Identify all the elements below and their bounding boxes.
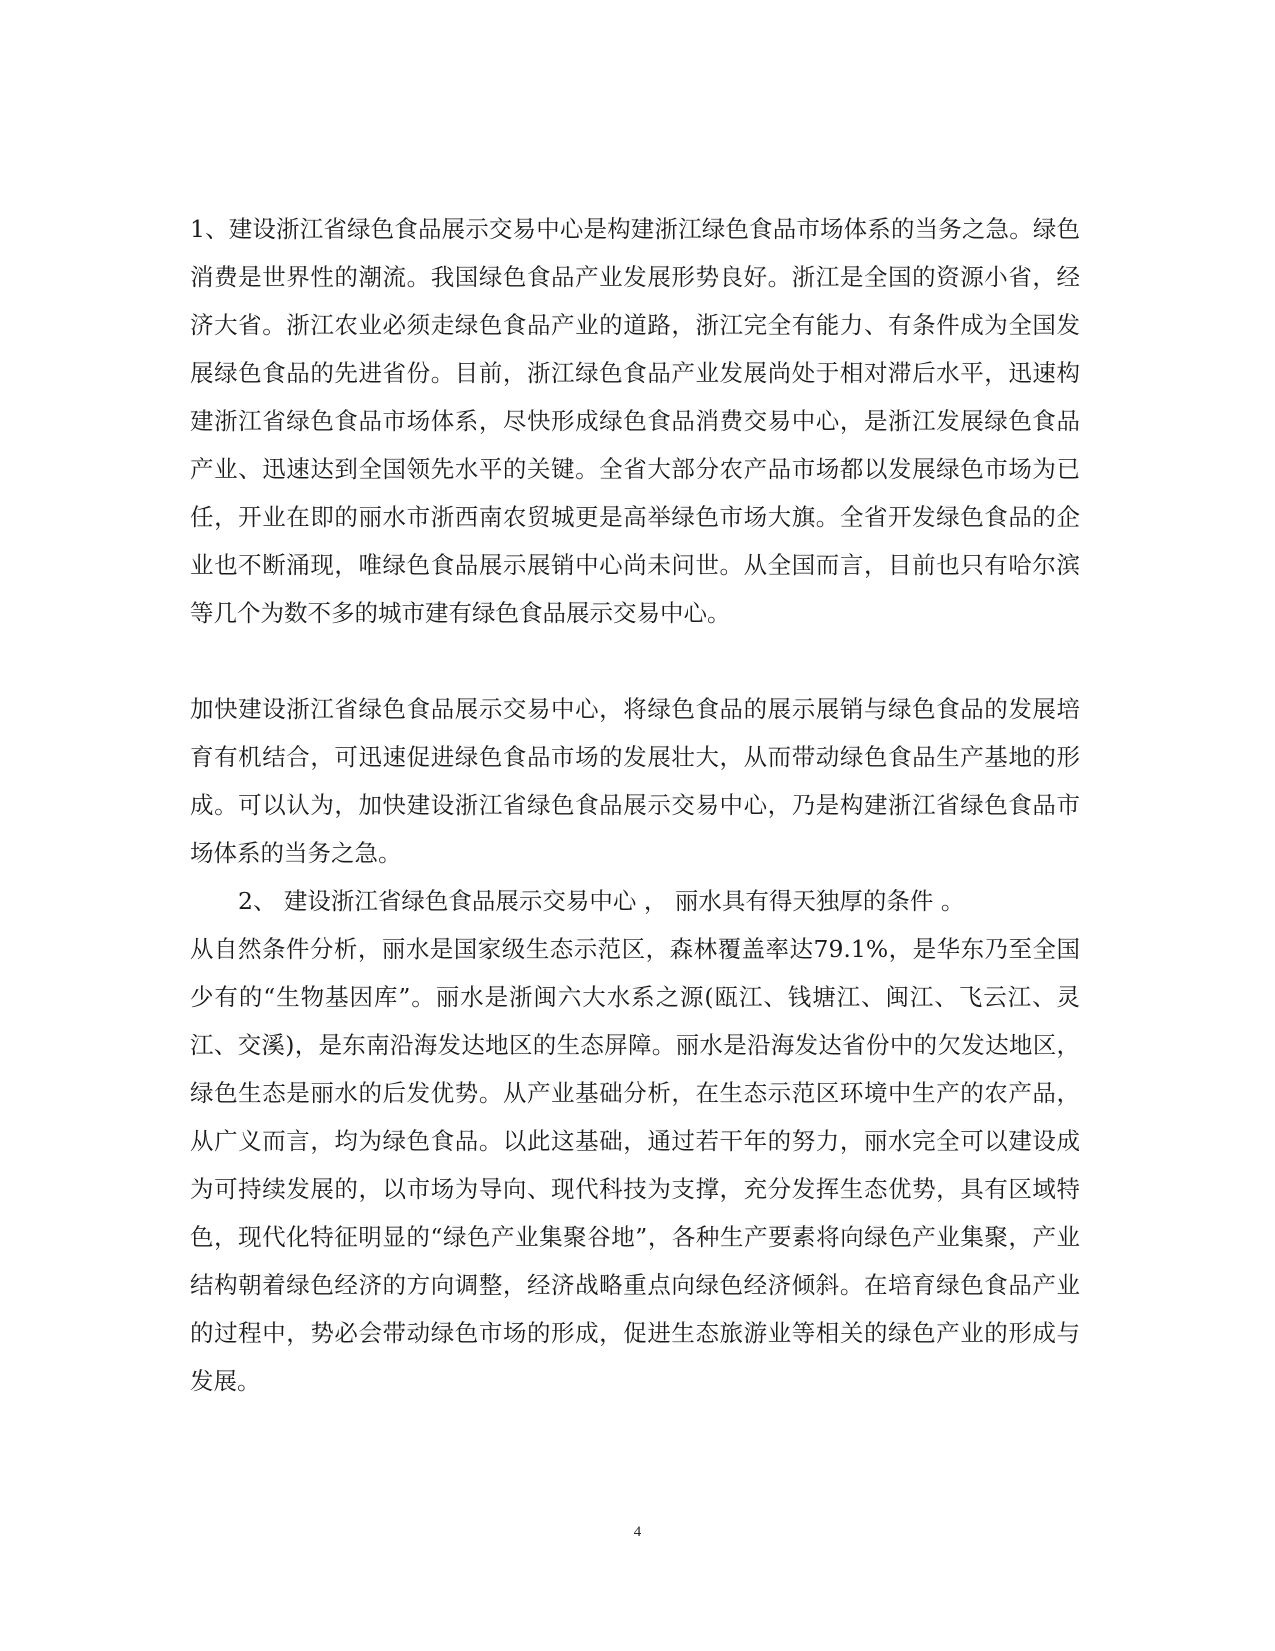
section-2-heading: 2、 建设浙江省绿色食品展示交易中心 ， 丽水具有得天独厚的条件 。 bbox=[238, 887, 965, 915]
document-body bbox=[190, 205, 1080, 1405]
paragraph-spacer bbox=[190, 637, 1080, 685]
page-number: 4 bbox=[633, 1524, 642, 1540]
paragraph-section-1-conclusion: 加快建设浙江省绿色食品展示交易中心，将绿色食品的展示展销与绿色食品的发展培育有机结合，可迅速促进绿色食品市场的发展壮大，从而带动绿色食品生产基地的形成。可以认为，加快建设浙江省绿色食品展示交易中心，乃是构建浙江省绿色食品市场体系的当务之急。 bbox=[190, 695, 1080, 867]
paragraph-section-2: 从自然条件分析，丽水是国家级生态示范区，森林覆盖率达79.1%，是华东乃至全国少有的“生物基因库”。丽水是浙闽六大水系之源(瓯江、钱塘江、闽江、飞云江、灵江、交溪)，是东南沿海发达地区的生态屏障。丽水是沿海发达省份中的欠发达地区，绿色生态是丽水的后发优势。从产业基础分析，在生态示范区环境中生产的农产品，从广义而言，均为绿色食品。以此这基础，通过若干年的努力，丽水完全可以建设成为可持续发展的，以市场为导向、现代科技为支撑，充分发挥生态优势，具有区域特色，现代化特征明显的“绿色产业集聚谷地”，各种生产要素将向绿色产业集聚，产业结构朝着绿色经济的方向调整，经济战略重点向绿色经济倾斜。在培育绿色食品产业的过程中，势必会带动绿色市场的形成，促进生态旅游业等相关的绿色产业的形成与发展。 bbox=[190, 935, 1080, 1395]
paragraph-section-1: 1、建设浙江省绿色食品展示交易中心是构建浙江绿色食品市场体系的当务之急。绿色消费是世界性的潮流。我国绿色食品产业发展形势良好。浙江是全国的资源小省，经济大省。浙江农业必须走绿色食品产业的道路，浙江完全有能力、有条件成为全国发展绿色食品的先进省份。目前，浙江绿色食品产业发展尚处于相对滞后水平，迅速构建浙江省绿色食品市场体系，尽快形成绿色食品消费交易中心，是浙江发展绿色食品产业、迅速达到全国领先水平的关键。全省大部分农产品市场都以发展绿色市场为已任，开业在即的丽水市浙西南农贸城更是高举绿色市场大旗。全省开发绿色食品的企业也不断涌现，唯绿色食品展示展销中心尚未问世。从全国而言，目前也只有哈尔滨等几个为数不多的城市建有绿色食品展示交易中心。 bbox=[190, 215, 1080, 627]
